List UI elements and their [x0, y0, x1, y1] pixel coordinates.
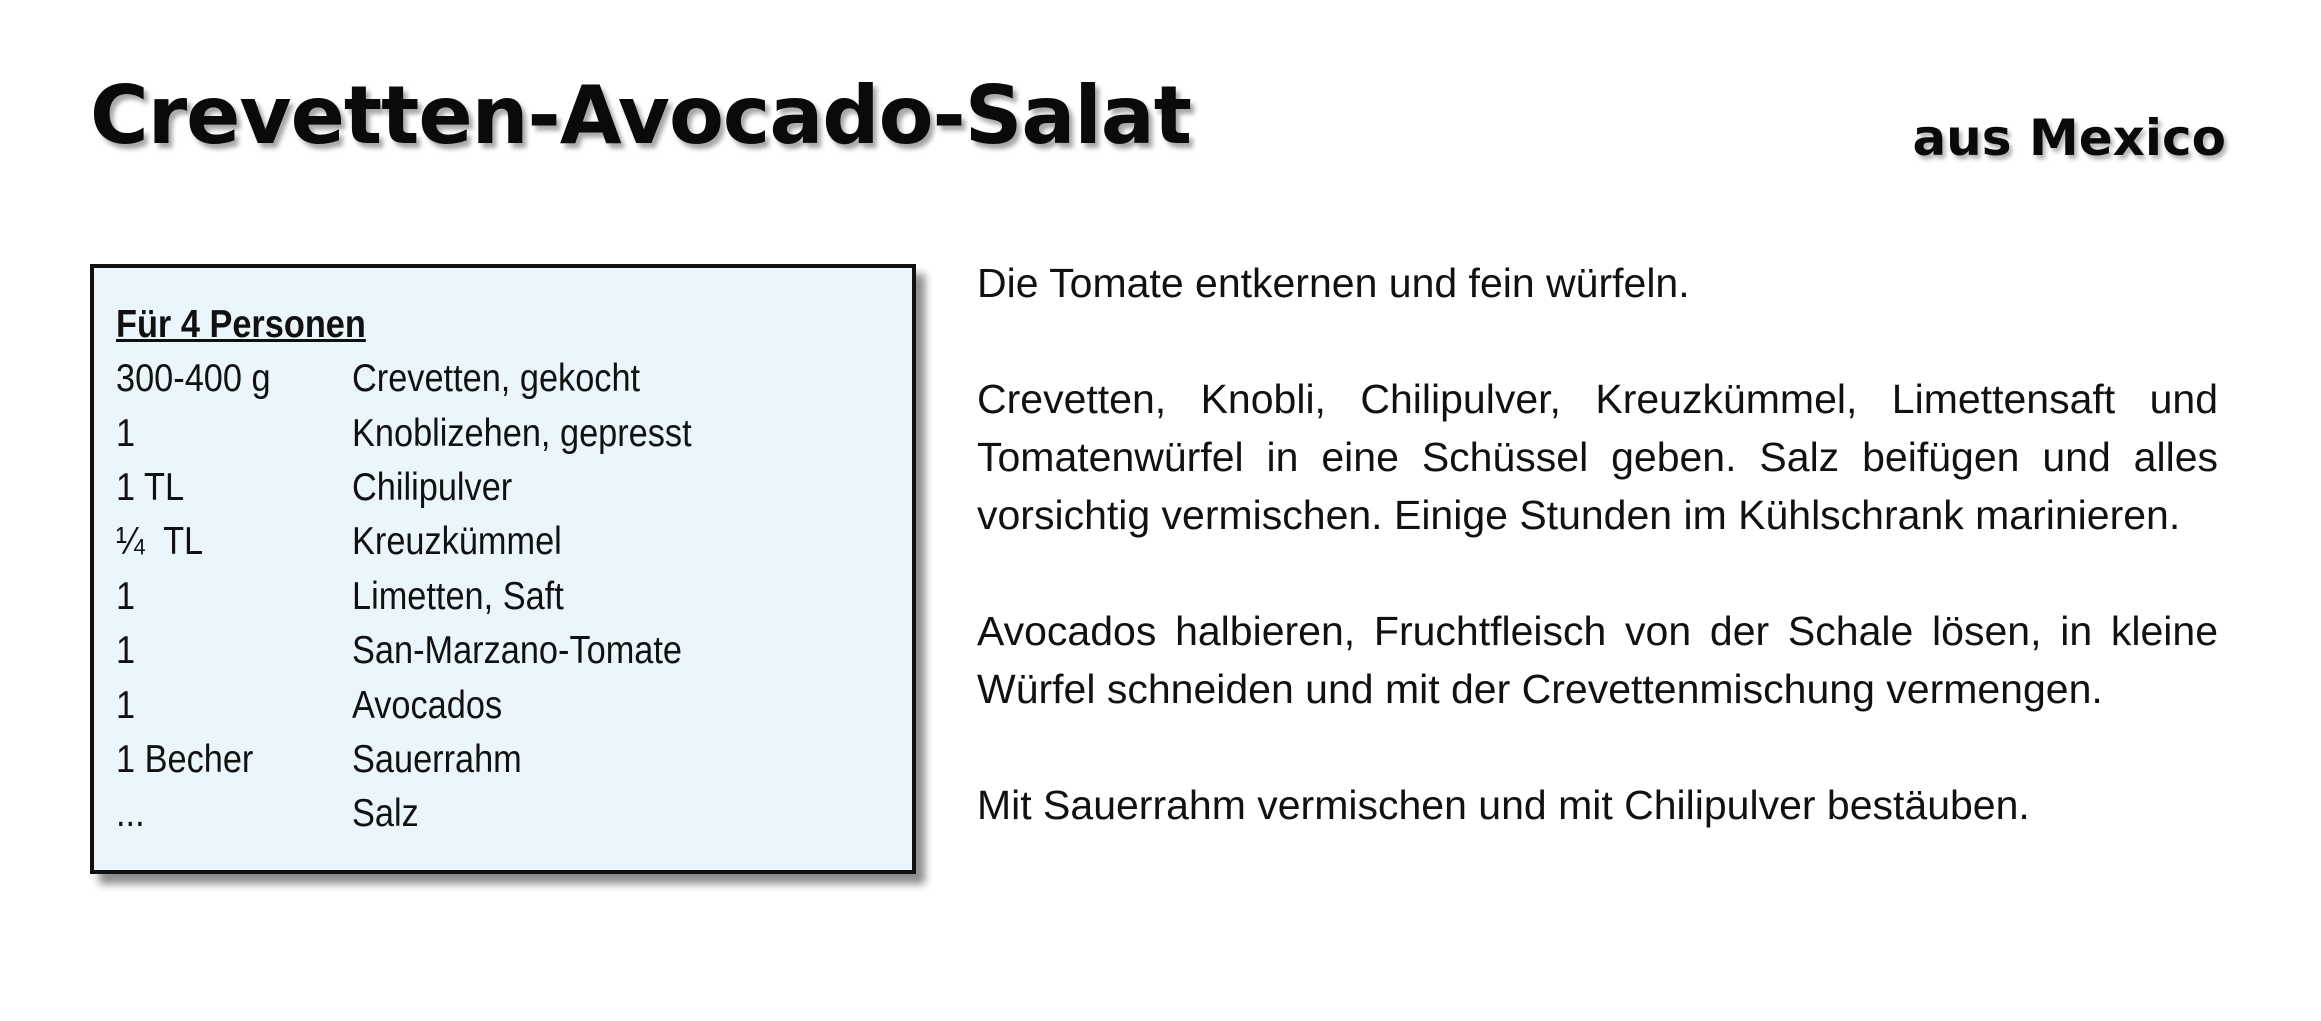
ingredient-name: Avocados [352, 683, 503, 727]
ingredient-row [116, 352, 912, 406]
ingredient-quantity: 1 [116, 411, 136, 455]
ingredient-row [116, 624, 912, 678]
ingredient-row [116, 570, 912, 624]
ingredient-row [116, 406, 912, 460]
ingredient-quantity: 1 [116, 574, 136, 618]
instruction-step: Die Tomate entkernen und fein würfeln. [977, 260, 1690, 306]
ingredient-quantity: ¼ TL [116, 520, 204, 564]
recipe-origin: aus Mexico [1912, 109, 2226, 167]
ingredient-name: Salz [352, 792, 419, 836]
ingredient-name: Chilipulver [352, 465, 513, 509]
ingredient-name: Crevetten, gekocht [352, 357, 641, 401]
ingredient-row [116, 515, 912, 569]
ingredient-quantity: 300-400 g [116, 357, 271, 401]
ingredient-row [116, 787, 912, 841]
ingredient-quantity: 1 TL [116, 465, 185, 509]
ingredient-row [116, 678, 912, 732]
ingredient-name: San-Marzano-Tomate [352, 629, 682, 673]
instruction-step: Avocados halbieren, Fruchtfleisch von der Schale lösen, in kleine Würfel schneiden und mit der Crevettenmischung vermengen. [977, 608, 2218, 712]
ingredient-name: Kreuzkümmel [352, 520, 562, 564]
ingredient-name: Limetten, Saft [352, 574, 564, 618]
ingredient-quantity: 1 Becher [116, 737, 254, 781]
ingredient-name: Sauerrahm [352, 737, 522, 781]
instruction-step: Mit Sauerrahm vermischen und mit Chilipulver bestäuben. [977, 782, 2030, 828]
ingredient-quantity: 1 [116, 683, 136, 727]
instructions [977, 254, 2218, 834]
ingredient-row [116, 733, 912, 787]
ingredients-box [90, 264, 916, 874]
recipe-title: Crevetten-Avocado-Salat [90, 69, 1191, 162]
instruction-step: Crevetten, Knobli, Chilipulver, Kreuzkümmel, Limettensaft und Tomatenwürfel in eine Schüssel geben. Salz beifügen und alles vorsichtig vermischen. Einige Stunden im Kühlschrank marinieren. [977, 376, 2218, 538]
servings-heading: Für 4 Personen [116, 303, 366, 346]
ingredient-list [116, 352, 912, 842]
ingredient-quantity: 1 [116, 629, 136, 673]
ingredient-row [116, 461, 912, 515]
ingredient-name: Knoblizehen, gepresst [352, 411, 692, 455]
ingredient-quantity: ... [116, 792, 145, 836]
